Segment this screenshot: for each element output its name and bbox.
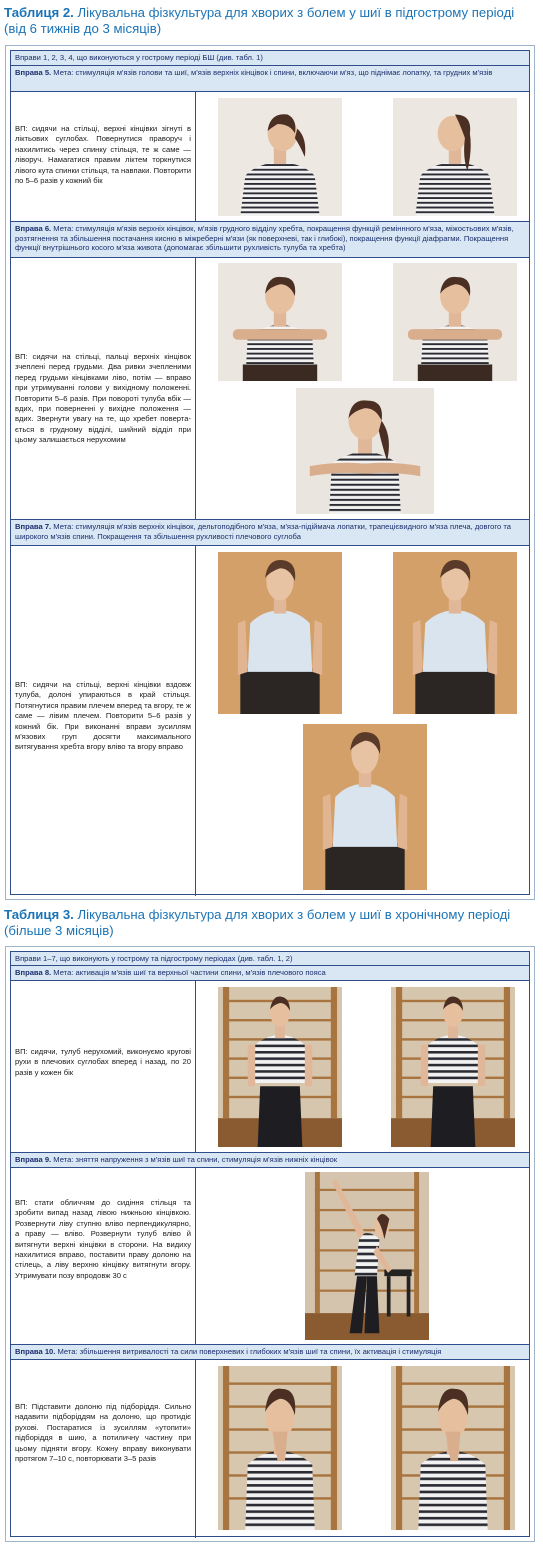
exercise-5-description: ВП: сидячи на стільці, верхні кінцівки зігнуті в ліктьових суглобах. Повернутися праворуч і нахилитись через спинку стільця, те ж саме — ліворуч. Намагатися правим ліктем торкнутися лівого кута спинки стільця, та навпаки. Повторити по 5–6 разів у кожний бік — [15, 124, 191, 186]
table2-reference-row — [11, 51, 529, 66]
exercise-7-body — [11, 546, 529, 896]
exercise-6-description: ВП: сидячи на стільці, пальці верхніх кінцівок зчеплені перед грудьми. Два ривки зчепленими перед грудьми кінцівками ліво, потім — вправо при утримуванні голови у вихідному положенні. Повторити 5–6 разів. При повороті тулуба вбік — вдих, при поверненні у вихідне положення — вдих. Звернути увагу на те, що хребет повертається в грудному відділі, шийний відділ при цьому залишається нерухомим — [15, 352, 191, 445]
exercise-7-description: ВП: сидячи на стільці, верхні кінцівки вздовж тулуба, долоні упираються в край стільця. Потягнутися правим плечем вперед та вгору, те ж саме — лівим плечем. Повторити 5–6 разів у кожний бік. При виконанні вправи зусиллям м'язових груп досягти максимального витягування хребта вгору вліво та вгору вправо — [15, 680, 191, 752]
exercise-5-goal: Мета: стимуляція м'язів голови та шиї, м'язів верхніх кінцівок і спини, включаючи м'яз, що піднімає лопатку, та грудних м'язів — [53, 68, 493, 77]
exercise-7-goal: Мета: стимуляція м'язів верхніх кінцівок, дельтоподібного м'яза, м'яза-підіймача лопатки, трапецієвидного м'яза плеча, довгого та широкого м'язів спини. Покращення та збільшення рухливості плечового суглоба — [15, 522, 511, 541]
table2-title: Лікувальна фізкультура для хворих з болем у шиї в підгострому періоді (від 6 тижнів до 3 місяців) — [4, 5, 515, 36]
exercise-6-body — [11, 258, 529, 520]
exercise-7-header — [11, 520, 529, 546]
exercise-9-body — [11, 1168, 529, 1345]
exercise-7-photo-3 — [303, 724, 427, 890]
exercise-7-photo-2 — [393, 552, 517, 714]
table2-number: Таблиця 2. — [4, 5, 74, 20]
exercise-6-label: Вправа 6. — [15, 224, 52, 233]
table3-reference-row — [11, 952, 529, 966]
exercise-5-label: Вправа 5. — [15, 68, 52, 77]
exercise-5-header — [11, 66, 529, 92]
exercise-8-header — [11, 966, 529, 981]
exercise-9-description: ВП: стати обличчям до сидіння стільця та зробити випад назад лівою нижньою кінцівкою. Розвернути ліву ступню вліво перпендикулярно, а праву — вліво. Розвернути тулуб вліво й витягнути верхні кінцівки в сторони. На видиху нахилитися вправо, поставити праву долоню на стілець, а ліву верхню кінцівку витягнути вгору. Утримувати позу впродовж 30 с — [15, 1198, 191, 1280]
table3-reference: Вправи 1–7, що виконують у гострому та підгострому періодах (див. табл. 1, 2) — [15, 954, 293, 963]
exercise-5-photo-2 — [393, 98, 517, 216]
exercise-10-label: Вправа 10. — [15, 1347, 56, 1356]
exercise-8-description: ВП: сидячи, тулуб нерухомий, виконуємо кругові рухи в плечових суглобах вперед і назад, по 20 разів у кожен бік — [15, 1047, 191, 1077]
exercise-7-photo-1 — [218, 552, 342, 714]
exercise-8-photo-1 — [218, 987, 342, 1147]
exercise-9-photo — [305, 1172, 429, 1340]
exercise-10-body — [11, 1360, 529, 1538]
exercise-8-body — [11, 981, 529, 1153]
table3-title: Лікувальна фізкультура для хворих з болем у шиї в хронічному періоді (більше 3 місяців) — [4, 907, 511, 938]
exercise-8-photo-2 — [391, 987, 515, 1147]
exercise-10-photo-1 — [218, 1366, 342, 1530]
table2-reference: Вправи 1, 2, 3, 4, що виконуються у гострому періоді БШ (див. табл. 1) — [15, 53, 263, 62]
exercise-6-photo-1 — [218, 263, 342, 381]
exercise-5-body — [11, 92, 529, 222]
exercise-6-header — [11, 222, 529, 258]
exercise-5-photo-1 — [218, 98, 342, 216]
exercise-6-photo-2 — [393, 263, 517, 381]
exercise-6-goal: Мета: стимуляція м'язів верхніх кінцівок, м'язів грудного відділу хребта, покращення функцій реміннного м'яза, міжостьових м'язів, розтягнення та збільшення постачання кисню в міжреберні м'язи (як поверхневі, так і глибокі), покращення функції діафрагми. Покращення функції внутрішнього косого м'яза живота (допомагає збільшити рухливість тулуба та хребта) — [15, 224, 514, 252]
table2-caption — [4, 5, 534, 37]
table3-number: Таблиця 3. — [4, 907, 74, 922]
exercise-10-description: ВП: Підставити долоню під підборіддя. Сильно надавити підборіддям на долоню, що протидіє рухові. Постаратися із зусиллям «утопити» підборіддя в шию, а потиличну частину при цьому підняти вгору. Кожну вправу виконувати протягом 7–10 с, повторювати 3–5 разів — [15, 1402, 191, 1464]
exercise-10-photo-2 — [391, 1366, 515, 1530]
exercise-10-header — [11, 1345, 529, 1360]
exercise-9-label: Вправа 9. — [15, 1155, 52, 1164]
exercise-10-goal: Мета: збільшення витривалості та сили поверхневих і глибоких м'язів шиї та спини, їх активація і стимуляція — [57, 1347, 442, 1356]
exercise-9-header — [11, 1153, 529, 1168]
exercise-7-label: Вправа 7. — [15, 522, 52, 531]
table3-caption — [4, 907, 534, 939]
exercise-8-label: Вправа 8. — [15, 968, 52, 977]
exercise-6-photo-3 — [296, 388, 434, 514]
exercise-9-goal: Мета: зняття напруження з м'язів шиї та спини, стимуляція м'язів нижніх кінцівок — [53, 1155, 338, 1164]
table3 — [5, 946, 535, 1542]
exercise-8-goal: Мета: активація м'язів шиї та верхньої частини спини, м'язів плечового пояса — [53, 968, 326, 977]
table2 — [5, 45, 535, 900]
